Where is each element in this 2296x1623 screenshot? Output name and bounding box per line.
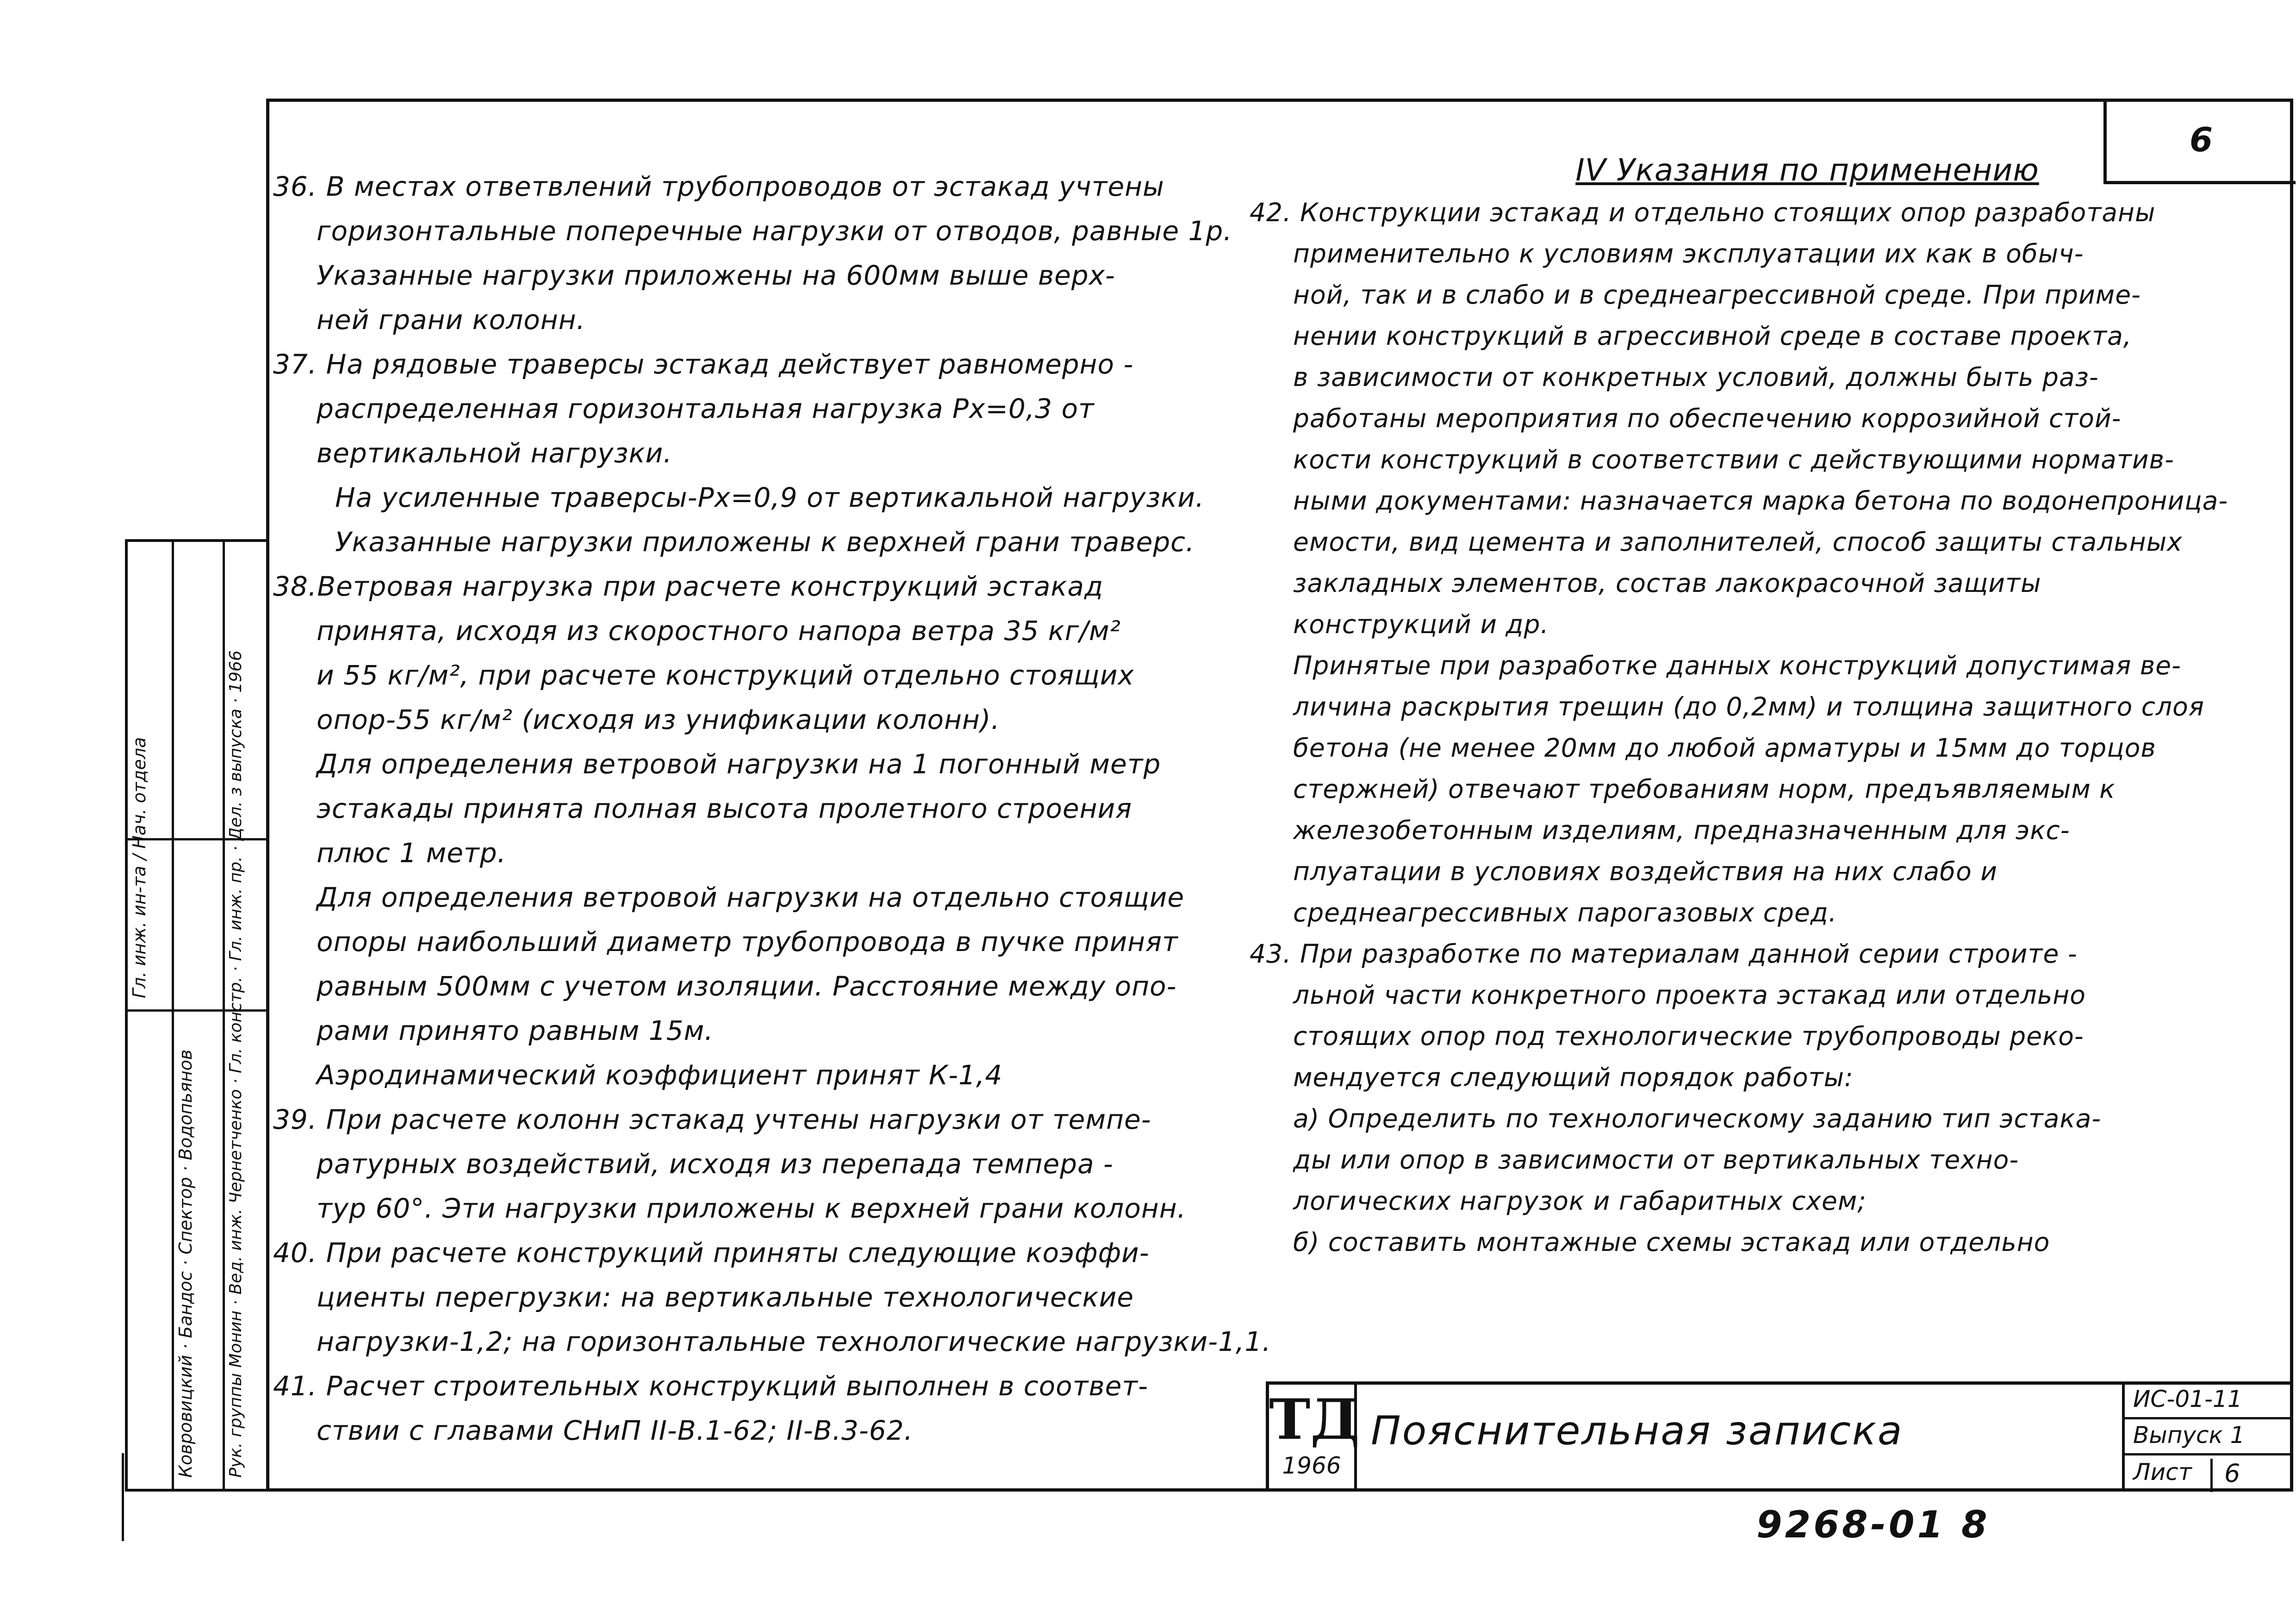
title-block [1266,1381,2293,1492]
sheet-number: 6 [2103,99,2296,184]
item-38-line-8: Для определения ветровой нагрузки на отдельно стоящие [317,882,1185,913]
item-42-line-10: закладных элементов, состав лакокрасочной защиты [1293,568,2041,598]
document-title: Пояснительная записка [1371,1408,1904,1454]
sheet-value: 6 [2224,1459,2240,1488]
item-38-line-12: Аэродинамический коэффициент принят К-1,4 [317,1059,1003,1091]
item-42b-line-4: стержней) отвечают требованиям норм, предъявляемым к [1293,774,2116,804]
item-42-line-3: ной, так и в слабо и в среднеагрессивной среде. При приме- [1293,280,2141,310]
item-43-line-5: а) Определить по технологическому заданию тип эстака- [1293,1104,2102,1133]
item-38-line-1: 38.Ветровая нагрузка при расчете конструкций эстакад [273,571,1104,602]
stamp-name-4: Водопьянов [175,1049,196,1161]
stamp-role-4: Гл. инж. пр. [226,856,245,961]
title-block-info [2122,1385,2293,1492]
item-37-line-4: На усиленные траверсы-Px=0,9 от вертикальной нагрузки. [335,482,1205,513]
item-38-line-11: рами принято равным 15м. [317,1015,714,1046]
stamp-name-2: Бандос [175,1271,196,1338]
item-43-line-3: стоящих опор под технологические трубопроводы реко- [1293,1021,2084,1051]
stamp-role-3: Гл. констр. [226,976,245,1074]
stamp-date: 1966 [226,650,245,693]
item-42-line-1: 42. Конструкции эстакад и отдельно стоящих опор разработаны [1250,198,2156,227]
stamp-name-1: Ковровицкий [175,1355,196,1478]
item-39-line-2: ратурных воздействий, исходя из перепада темпера - [317,1148,1114,1180]
item-39-line-3: тур 60°. Эти нагрузки приложены к верхней грани колонн. [317,1193,1187,1224]
item-43-line-4: мендуется следующий порядок работы: [1293,1063,1854,1092]
stamp-upper-name-2: Чернетченко [226,1089,245,1204]
item-37-line-1: 37. На рядовые траверсы эстакад действует равномерно - [273,348,1134,380]
item-42-line-7: кости конструкций в соответствии с действующими норматив- [1293,445,2174,474]
stamp-name-3: Спектор [175,1177,196,1255]
right-column [1250,150,2282,1263]
stamp-upper-role-2: Вед. инж. [226,1208,245,1295]
item-41-line-1: 41. Расчет строительных конструкций выполнен в соответ- [273,1370,1148,1402]
item-42-line-2: применительно к условиям эксплуатации их как в обыч- [1293,239,2084,268]
item-42-line-5: в зависимости от конкретных условий, должны быть раз- [1293,362,2099,392]
item-36-line-4: ней грани колонн. [317,304,585,336]
stamp-role-1: Гл. инж. ин-та [129,865,149,998]
item-37-line-5: Указанные нагрузки приложены к верхней грани траверс. [335,526,1195,558]
stamp-role-2: Нач. отдела [129,737,149,849]
item-38-line-2: принята, исходя из скоростного напора ветра 35 кг/м² [317,615,1121,647]
td-logo [1269,1385,1360,1492]
item-38-line-10: равным 500мм с учетом изоляции. Расстояние между опо- [317,970,1177,1002]
item-42b-line-3: бетона (не менее 20мм до любой арматуры и 15мм до торцов [1293,733,2156,763]
item-38-line-9: опоры наибольший диаметр трубопровода в пучке принят [317,926,1178,958]
item-40-line-1: 40. При расчете конструкций приняты следующие коэффи- [273,1237,1150,1269]
item-43-line-6: ды или опор в зависимости от вертикальных техно- [1293,1145,2019,1175]
stamp-role-column: Гл. инж. ин-та / Нач. отдела [128,542,174,1489]
stamp-name-column: Ковровицкий · Бандос · Спектор · Водопьянов [174,542,225,1489]
item-43-line-8: б) составить монтажные схемы эстакад или отдельно [1293,1227,2050,1257]
item-43-line-1: 43. При разработке по материалам данной серии строите - [1250,939,2078,969]
item-38-line-4: опор-55 кг/м² (исходя из унификации колонн). [317,704,1000,735]
item-42b-line-5: железобетонным изделиям, предназначенным для экс- [1293,815,2070,845]
stamp-upper-column: Рук. группы Монин · Вед. инж. Чернетченко · Гл. констр. · Гл. инж. пр. · Дел. з выпуска · 1966 [226,650,245,1478]
approval-stamp [125,539,266,1492]
item-42b-line-1: Принятые при разработке данных конструкций допустимая ве- [1293,651,2181,680]
stamp-upper-role-1: Рук. группы [226,1373,245,1478]
stamp-upper-name-1: Монин [226,1310,245,1368]
item-42-line-8: ными документами: назначается марка бетона по водонепроница- [1293,486,2228,516]
item-37-line-2: распределенная горизонтальная нагрузка Px=0,3 от [317,393,1095,424]
item-42-line-11: конструкций и др. [1293,609,1549,639]
section-heading: IV Указания по применению [1575,152,2039,188]
item-38-line-6: эстакады принята полная высота пролетного строения [317,793,1132,824]
item-38-line-7: плюс 1 метр. [317,837,506,869]
item-42b-line-2: личина раскрытия трещин (до 0,2мм) и толщина защитного слоя [1293,692,2204,721]
item-37-line-3: вертикальной нагрузки. [317,437,672,469]
item-42b-line-6: плуатации в условиях воздействия на них слабо и [1293,857,1997,886]
item-42-line-4: нении конструкций в агрессивной среде в составе проекта, [1293,321,2132,351]
margin-line [122,1453,124,1541]
left-column [273,164,1271,1453]
item-40-line-3: нагрузки-1,2; на горизонтальные технологические нагрузки-1,1. [317,1326,1271,1357]
sheet-label: Лист [2125,1459,2213,1492]
item-40-line-2: циенты перегрузки: на вертикальные технологические [317,1281,1134,1313]
item-42b-line-7: среднеагрессивных парогазовых сред. [1293,898,1837,927]
item-43-line-7: логических нагрузок и габаритных схем; [1293,1186,1867,1216]
footer-code: 9268-01 8 [1756,1503,1990,1546]
item-39-line-1: 39. При расчете колонн эстакад учтены нагрузки от темпе- [273,1104,1151,1135]
item-36-line-1: 36. В местах ответвлений трубопроводов от эстакад учтены [273,171,1164,202]
item-41-line-2: ствии с главами СНиП II-В.1-62; II-В.3-62. [317,1415,913,1446]
item-42-line-9: емости, вид цемента и заполнителей, способ защиты стальных [1293,527,2183,557]
item-43-line-2: льной части конкретного проекта эстакад или отдельно [1293,980,2086,1010]
item-36-line-3: Указанные нагрузки приложены на 600мм выше верх- [317,260,1115,291]
td-logo-year: 1966 [1282,1452,1341,1479]
item-36-line-2: горизонтальные поперечные нагрузки от отводов, равные 1р. [317,215,1232,247]
series-code: ИС-01-11 [2133,1386,2242,1412]
item-38-line-3: и 55 кг/м², при расчете конструкций отдельно стоящих [317,659,1134,691]
stamp-role-5: Дел. з выпуска [226,709,245,841]
item-42-line-6: работаны мероприятия по обеспечению коррозийной стой- [1293,404,2122,433]
td-logo-text: ТД [1269,1387,1360,1452]
issue-label: Выпуск 1 [2133,1422,2245,1449]
item-38-line-5: Для определения ветровой нагрузки на 1 погонный метр [317,748,1161,780]
